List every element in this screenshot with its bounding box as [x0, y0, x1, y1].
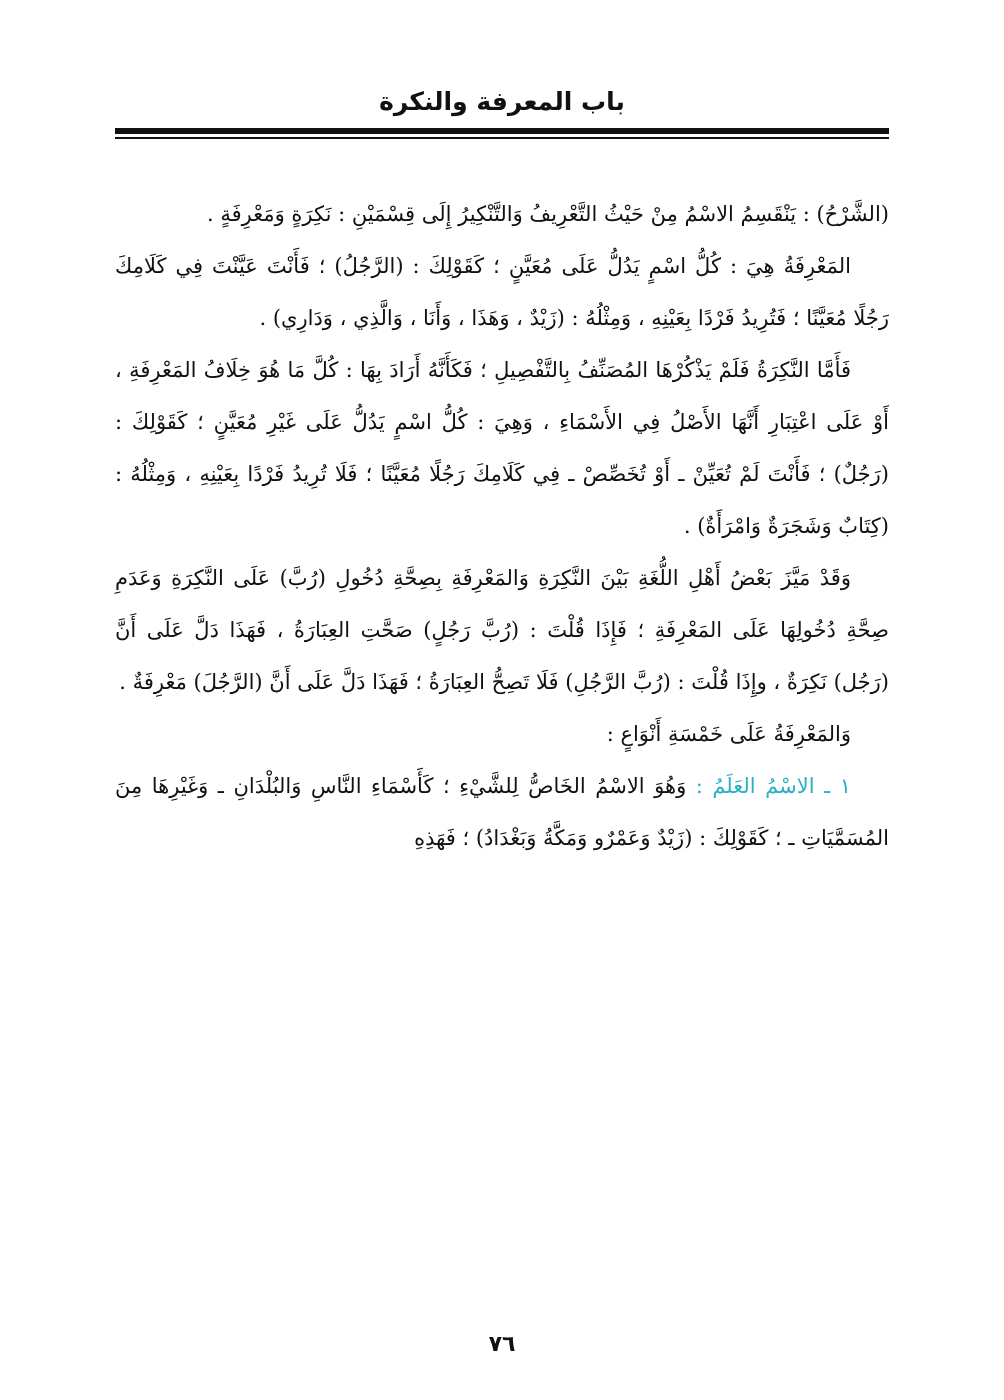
list-item-text: وَهُوَ الاسْمُ الخَاصُّ لِلشَّيْءِ ؛ كَأَسْمَاءِ النَّاسِ وَالبُلْدَانِ ـ وَغَيْرِهَا مِنَ المُسَمَّيَاتِ ـ ؛ كَقَوْلِكَ : (زَيْدٌ وَعَمْرٌو وَمَكَّةُ وَبَغْدَادُ) ؛ فَهَذِهِ — [115, 774, 889, 850]
list-item-label: ١ ـ الاسْمُ العَلَمُ : — [695, 774, 851, 798]
chapter-title: باب المعرفة والنكرة — [379, 87, 625, 116]
paragraph-definite-definition: المَعْرِفَةُ هِيَ : كُلُّ اسْمٍ يَدُلُّ عَلَى مُعَيَّنٍ ؛ كَقَوْلِكَ : (الرَّجُلُ) ؛ فَأَنْتَ عَيَّنْتَ فِي كَلَامِكَ رَجُلًا مُعَيَّنًا ؛ فَتُرِيدُ فَرْدًا بِعَيْنِهِ ، وَمِثْلُهُ : (زَيْدٌ ، وَهَذَا ، وَأَنَا ، وَالَّذِي ، وَدَارِي) . — [115, 254, 889, 330]
paragraph-five-types: وَالمَعْرِفَةُ عَلَى خَمْسَةِ أَنْوَاعٍ : — [606, 722, 851, 746]
page-number: ٧٦ — [488, 1332, 516, 1357]
list-item-proper-noun — [115, 760, 889, 864]
body-text — [115, 188, 889, 864]
paragraph-indefinite-definition: فَأَمَّا النَّكِرَةُ فَلَمْ يَذْكُرْهَا المُصَنِّفُ بِالتَّفْصِيلِ ؛ فَكَأَنَّهُ أَرَادَ بِهَا : كُلَّ مَا هُوَ خِلَافُ المَعْرِفَةِ ، أَوْ عَلَى اعْتِبَارِ أَنَّهَا الأَصْلُ فِي الأَسْمَاءِ ، وَهِيَ : كُلُّ اسْمٍ يَدُلُّ عَلَى غَيْرِ مُعَيَّنٍ ؛ كَقَوْلِكَ : (رَجُلٌ) ؛ فَأَنْتَ لَمْ تُعَيِّنْ ـ أَوْ تُخَصِّصْ ـ فِي كَلَامِكَ رَجُلًا مُعَيَّنًا ؛ فَلَا تُرِيدُ فَرْدًا بِعَيْنِهِ ، وَمِثْلُهُ : (كِتَابٌ وَشَجَرَةٌ وَامْرَأَةٌ) . — [115, 358, 889, 538]
header-rule-thick — [115, 128, 889, 134]
paragraph-rubba-test: وَقَدْ مَيَّزَ بَعْضُ أَهْلِ اللُّغَةِ بَيْنَ النَّكِرَةِ وَالمَعْرِفَةِ بِصِحَّةِ دُخُولِ (رُبَّ) عَلَى النَّكِرَةِ وَعَدَمِ صِحَّةِ دُخُولِهَا عَلَى المَعْرِفَةِ ؛ فَإِذَا قُلْتَ : (رُبَّ رَجُلٍ) صَحَّتِ العِبَارَةُ ، فَهَذَا دَلَّ عَلَى أَنَّ (رَجُل) نَكِرَةٌ ، وإِذَا قُلْتَ : (رُبَّ الرَّجُلِ) فَلَا تَصِحُّ العِبَارَةُ ؛ فَهَذَا دَلَّ عَلَى أَنَّ (الرَّجُلَ) مَعْرِفَةٌ . — [115, 566, 889, 694]
header-rule-thin — [115, 137, 889, 139]
paragraph-explanation: (الشَّرْحُ) : يَنْقَسِمُ الاسْمُ مِنْ حَيْثُ التَّعْرِيفُ وَالتَّنْكِيرُ إِلَى قِسْمَيْنِ : نَكِرَةٍ وَمَعْرِفَةٍ . — [206, 202, 889, 226]
